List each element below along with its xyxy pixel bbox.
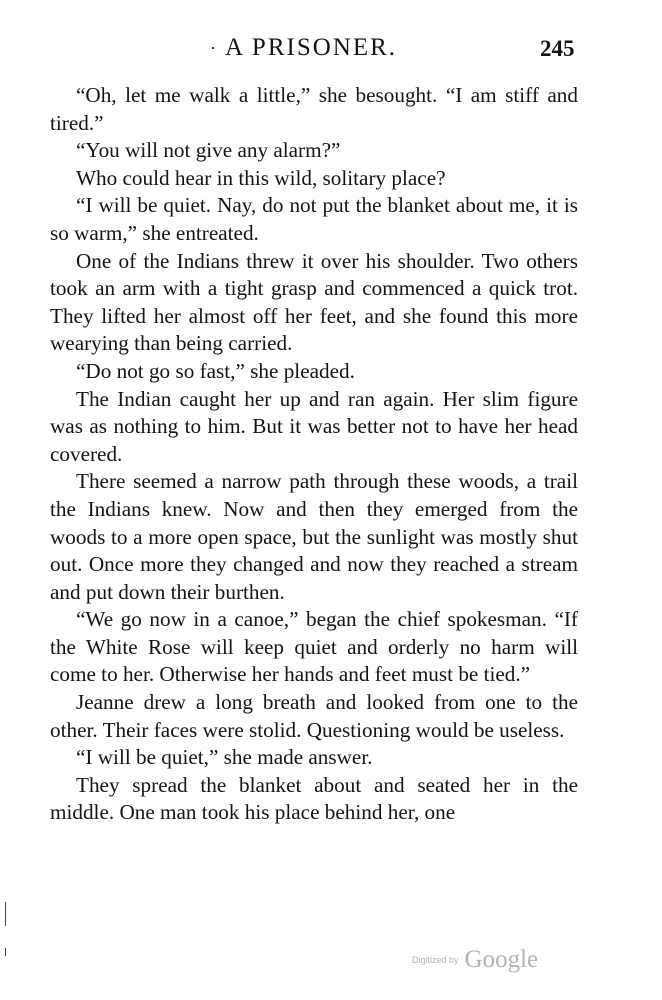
paragraph: “Oh, let me walk a little,” she besought. “I am stiff and tired.”: [50, 83, 578, 135]
digitization-watermark: [412, 946, 538, 974]
paragraph: “You will not give any alarm?”: [76, 138, 341, 163]
paragraph: They spread the blanket about and seated her in the middle. One man took his place behind her, one: [50, 772, 578, 825]
body-text: [50, 82, 578, 827]
paragraph: “Do not go so fast,” she pleaded.: [76, 358, 355, 383]
watermark-brand: Google: [464, 946, 539, 973]
chapter-title: A PRISONER.: [225, 34, 398, 61]
paragraph: Who could hear in this wild, solitary place?: [76, 165, 446, 190]
paragraph: The Indian caught her up and ran again. Her slim figure was as nothing to him. But it was better not to have her head covered.: [50, 386, 578, 466]
watermark-prefix: Digitized by: [412, 955, 459, 965]
paragraph: Jeanne drew a long breath and looked from one to the other. Their faces were stolid. Questioning would be useless.: [50, 690, 578, 742]
paragraph: There seemed a narrow path through these woods, a trail the Indians knew. Now and then they emerged from the woods to a more open space, but the sunlight was mostly shut out. Once more they changed and now they reached a stream and put down their burthen.: [50, 469, 578, 604]
scan-margin-mark: [5, 948, 6, 956]
header-dot: ·: [210, 38, 216, 58]
paragraph: “I will be quiet,” she made answer.: [76, 745, 373, 770]
running-head: [0, 34, 662, 64]
paragraph: “I will be quiet. Nay, do not put the blanket about me, it is so warm,” she entreated.: [50, 193, 578, 245]
paragraph: One of the Indians threw it over his shoulder. Two others took an arm with a tight grasp and commenced a quick trot. They lifted her almost off her feet, and she found this more wearying than being carried.: [50, 248, 578, 356]
scan-margin-mark: [5, 902, 6, 926]
paragraph: “We go now in a canoe,” began the chief spokesman. “If the White Rose will keep quiet and orderly no harm will come to her. Otherwise her hands and feet must be tied.”: [50, 607, 578, 687]
page-number: 245: [540, 36, 575, 61]
